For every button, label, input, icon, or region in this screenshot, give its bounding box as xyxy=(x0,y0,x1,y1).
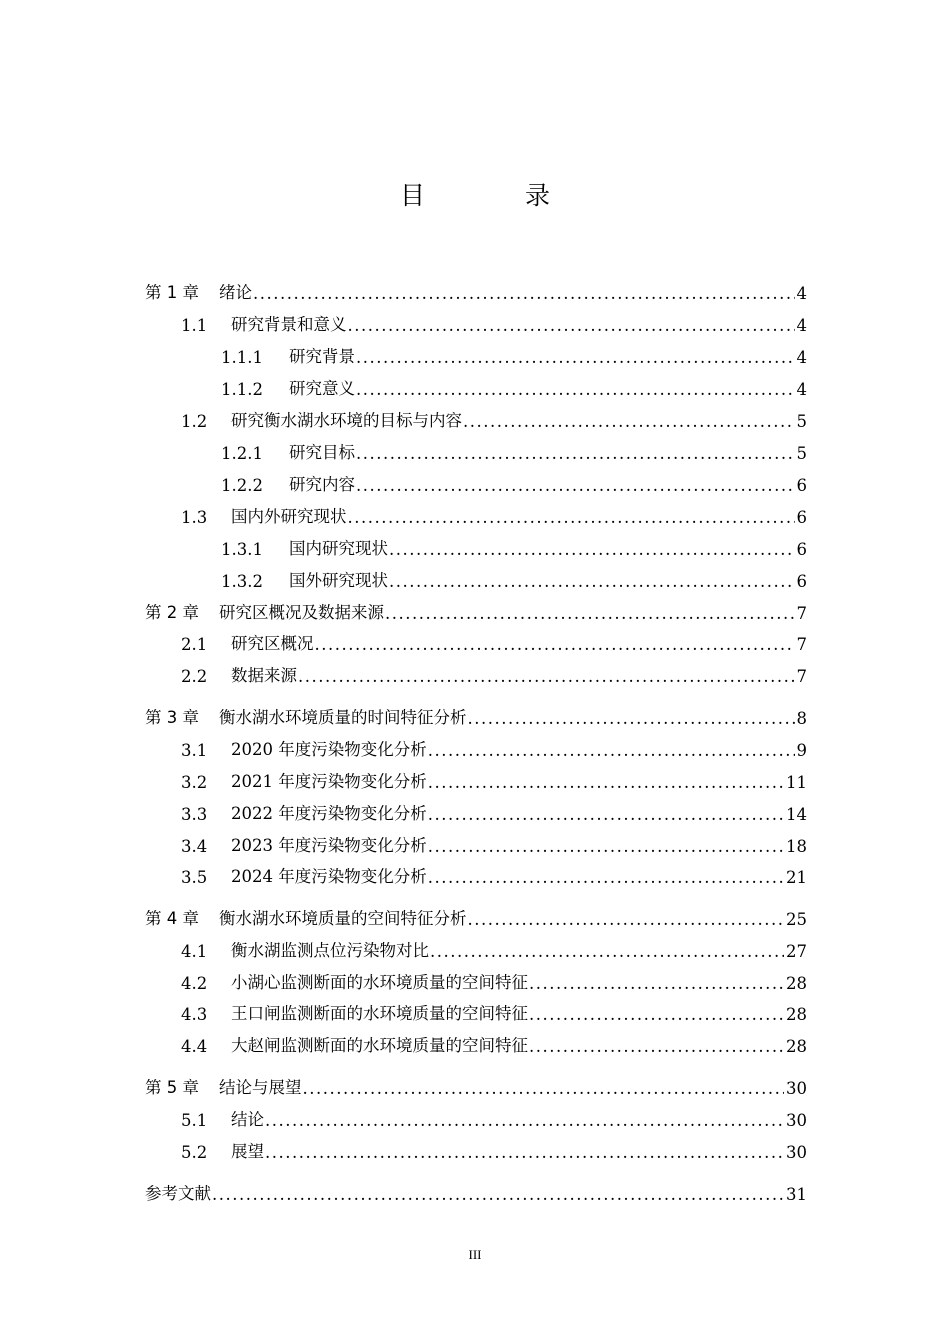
toc-entry-number: 1.2 xyxy=(181,412,208,431)
toc-entry[interactable] xyxy=(0,1178,950,1204)
toc-entry-number: 5.1 xyxy=(181,1111,208,1130)
toc-leader-dots xyxy=(355,444,795,463)
toc-entry-number: 1.3 xyxy=(181,508,208,527)
toc-entry-number: 5.2 xyxy=(181,1143,208,1162)
toc-entry-title: 研究意义 xyxy=(289,379,355,398)
toc-entry[interactable] xyxy=(0,967,950,993)
toc-leader-dots xyxy=(467,709,795,728)
toc-entry-title: 研究区概况 xyxy=(231,634,314,653)
toc-entry-title: 衡水湖水环境质量的时间特征分析 xyxy=(219,708,467,727)
toc-entry-title: 研究背景和意义 xyxy=(231,315,347,334)
toc-entry[interactable] xyxy=(0,1030,950,1056)
toc-leader-dots xyxy=(429,942,784,961)
toc-entry-page: 28 xyxy=(786,974,807,993)
toc-entry-title: 绪论 xyxy=(219,283,252,302)
toc-entry-title: 衡水湖监测点位污染物对比 xyxy=(231,941,429,960)
toc-entry-title: 衡水湖水环境质量的空间特征分析 xyxy=(219,909,467,928)
toc-entry-page: 30 xyxy=(786,1111,807,1130)
toc-entry-title: 展望 xyxy=(231,1142,264,1161)
toc-entry-title: 研究内容 xyxy=(289,475,355,494)
toc-entry-number: 1.1 xyxy=(181,316,208,335)
toc-leader-dots xyxy=(355,380,795,399)
toc-entry-title: 研究区概况及数据来源 xyxy=(219,603,384,622)
toc-entry-number: 2.1 xyxy=(181,635,208,654)
toc-leader-dots xyxy=(427,837,784,856)
toc-entry-number: 1.2.2 xyxy=(221,476,263,495)
toc-leader-dots xyxy=(427,868,784,887)
toc-leader-dots xyxy=(462,412,795,431)
toc-entry[interactable] xyxy=(0,533,950,559)
toc-leader-dots xyxy=(528,1037,784,1056)
toc-entry-title: 研究衡水湖水环境的目标与内容 xyxy=(231,411,462,430)
toc-entry-number: 3.3 xyxy=(181,805,208,824)
toc-entry-page: 7 xyxy=(796,604,807,623)
toc-entry-page: 6 xyxy=(796,572,807,591)
toc-entry-page: 30 xyxy=(786,1143,807,1162)
toc-entry-page: 6 xyxy=(796,476,807,495)
toc-entry[interactable] xyxy=(0,1136,950,1162)
toc-entry-page: 11 xyxy=(786,773,807,792)
toc-leader-dots xyxy=(264,1143,784,1162)
toc-entry-title: 参考文献 xyxy=(145,1184,211,1203)
toc-entry-page: 7 xyxy=(796,667,807,686)
toc-leader-dots xyxy=(388,540,795,559)
toc-entry-title: 国外研究现状 xyxy=(289,571,388,590)
toc-entry[interactable] xyxy=(0,1104,950,1130)
toc-entry-number: 1.3.1 xyxy=(221,540,263,559)
toc-entry[interactable] xyxy=(0,660,950,686)
page-title: 目 录 xyxy=(400,181,596,210)
toc-leader-dots xyxy=(211,1185,784,1204)
toc-entry-page: 28 xyxy=(786,1037,807,1056)
toc-entry-number: 1.1.2 xyxy=(221,380,263,399)
toc-entry[interactable] xyxy=(0,501,950,527)
toc-entry[interactable] xyxy=(0,628,950,654)
toc-entry-number: 3.5 xyxy=(181,868,208,887)
toc-entry[interactable] xyxy=(0,437,950,463)
toc-entry-page: 5 xyxy=(796,444,807,463)
toc-entry-title: 2021 年度污染物变化分析 xyxy=(231,772,427,791)
toc-leader-dots xyxy=(467,910,785,929)
toc-entry[interactable] xyxy=(0,469,950,495)
toc-entry-title: 2022 年度污染物变化分析 xyxy=(231,804,427,823)
page-number-footer: III xyxy=(468,1247,482,1262)
toc-entry-number: 第 1 章 xyxy=(145,283,199,302)
toc-entry[interactable] xyxy=(0,702,950,728)
toc-entry-page: 4 xyxy=(796,348,807,367)
toc-entry-page: 5 xyxy=(796,412,807,431)
toc-entry-number: 4.1 xyxy=(181,942,208,961)
toc-entry-title: 国内研究现状 xyxy=(289,539,388,558)
toc-leader-dots xyxy=(388,572,795,591)
toc-entry-number: 3.4 xyxy=(181,837,208,856)
toc-entry-number: 第 3 章 xyxy=(145,708,199,727)
toc-entry[interactable] xyxy=(0,734,950,760)
toc-entry-title: 王口闸监测断面的水环境质量的空间特征 xyxy=(231,1004,528,1023)
toc-entry-title: 结论 xyxy=(231,1110,264,1129)
toc-entry-number: 4.3 xyxy=(181,1005,208,1024)
toc-entry-title: 2024 年度污染物变化分析 xyxy=(231,867,427,886)
toc-entry-number: 1.3.2 xyxy=(221,572,263,591)
toc-entry-title: 2020 年度污染物变化分析 xyxy=(231,740,427,759)
toc-entry-title: 小湖心监测断面的水环境质量的空间特征 xyxy=(231,973,528,992)
toc-entry-title: 2023 年度污染物变化分析 xyxy=(231,836,427,855)
toc-entry-number: 2.2 xyxy=(181,667,208,686)
toc-leader-dots xyxy=(427,773,784,792)
toc-entry-title: 大赵闸监测断面的水环境质量的空间特征 xyxy=(231,1036,528,1055)
toc-leader-dots xyxy=(384,604,795,623)
toc-entry-page: 21 xyxy=(786,868,807,887)
toc-entry-number: 3.1 xyxy=(181,741,208,760)
toc-entry[interactable] xyxy=(0,309,950,335)
toc-entry[interactable] xyxy=(0,766,950,792)
toc-leader-dots xyxy=(355,476,795,495)
toc-entry[interactable] xyxy=(0,341,950,367)
toc-entry[interactable] xyxy=(0,373,950,399)
toc-entry-number: 1.1.1 xyxy=(221,348,263,367)
toc-entry-page: 4 xyxy=(796,316,807,335)
toc-entry-title: 研究背景 xyxy=(289,347,355,366)
toc-entry-title: 结论与展望 xyxy=(219,1078,302,1097)
toc-entry[interactable] xyxy=(0,830,950,856)
toc-entry-page: 30 xyxy=(786,1079,807,1098)
toc-leader-dots xyxy=(427,741,795,760)
toc-entry-page: 6 xyxy=(796,508,807,527)
toc-entry-page: 8 xyxy=(796,709,807,728)
toc-leader-dots xyxy=(528,974,784,993)
toc-entry[interactable] xyxy=(0,861,950,887)
toc-entry[interactable] xyxy=(0,1072,950,1098)
toc-leader-dots xyxy=(297,667,795,686)
toc-entry-number: 4.2 xyxy=(181,974,208,993)
toc-entry-number: 第 4 章 xyxy=(145,909,199,928)
toc-leader-dots xyxy=(528,1005,784,1024)
toc-entry-page: 4 xyxy=(796,284,807,303)
toc-entry-page: 27 xyxy=(786,942,807,961)
toc-leader-dots xyxy=(252,284,795,303)
toc-entry-page: 9 xyxy=(796,741,807,760)
toc-entry-number: 4.4 xyxy=(181,1037,208,1056)
toc-leader-dots xyxy=(302,1079,785,1098)
toc-entry-number: 第 2 章 xyxy=(145,603,199,622)
toc-leader-dots xyxy=(355,348,795,367)
toc-entry-number: 3.2 xyxy=(181,773,208,792)
toc-leader-dots xyxy=(427,805,784,824)
toc-entry-page: 31 xyxy=(786,1185,807,1204)
toc-entry[interactable] xyxy=(0,798,950,824)
toc-entry-title: 研究目标 xyxy=(289,443,355,462)
toc-entry[interactable] xyxy=(0,935,950,961)
toc-leader-dots xyxy=(347,508,795,527)
toc-leader-dots xyxy=(347,316,795,335)
toc-entry-page: 4 xyxy=(796,380,807,399)
toc-entry-page: 18 xyxy=(786,837,807,856)
toc-entry-number: 第 5 章 xyxy=(145,1078,199,1097)
toc-entry[interactable] xyxy=(0,565,950,591)
toc-leader-dots xyxy=(264,1111,784,1130)
toc-leader-dots xyxy=(314,635,795,654)
toc-entry-page: 6 xyxy=(796,540,807,559)
toc-entry[interactable] xyxy=(0,903,950,929)
toc-entry-page: 7 xyxy=(796,635,807,654)
toc-entry[interactable] xyxy=(0,597,950,623)
toc-entry-title: 数据来源 xyxy=(231,666,297,685)
toc-entry-page: 14 xyxy=(786,805,807,824)
toc-entry-page: 28 xyxy=(786,1005,807,1024)
toc-entry[interactable] xyxy=(0,277,950,303)
toc-entry-title: 国内外研究现状 xyxy=(231,507,347,526)
toc-entry-page: 25 xyxy=(786,910,807,929)
toc-entry[interactable] xyxy=(0,405,950,431)
toc-entry[interactable] xyxy=(0,998,950,1024)
toc-entry-number: 1.2.1 xyxy=(221,444,263,463)
